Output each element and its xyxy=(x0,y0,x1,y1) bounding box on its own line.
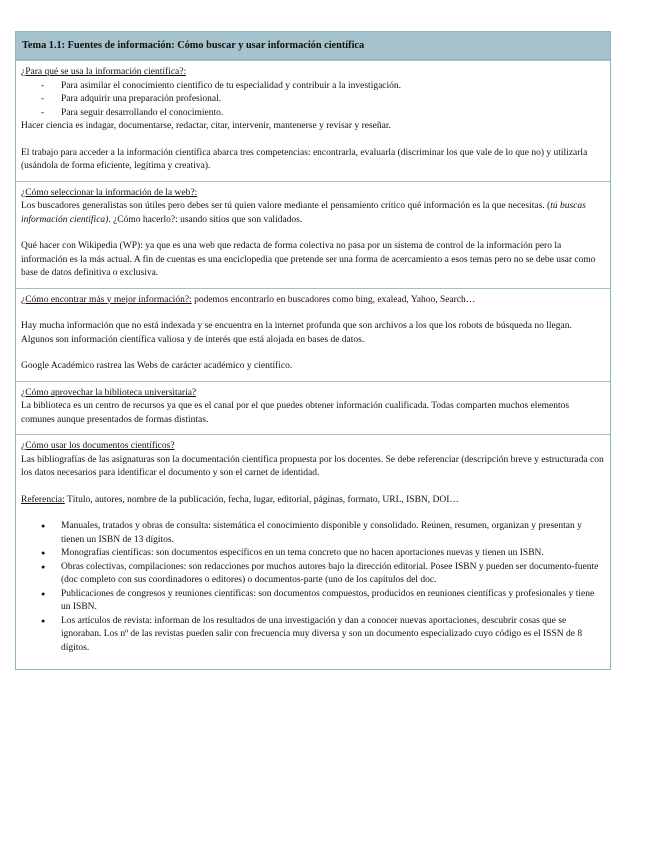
paragraph: Hay mucha información que no está indexada y se encuentra en la internet profunda que son archivos a los que los robots de búsqueda no llegan. Algunos son información científica valiosa y de interés que está alojada en bases de datos. xyxy=(21,321,572,345)
list-item: - Para asimilar el conocimiento científico de tu especialidad y contribuir a la investigación. xyxy=(39,80,605,94)
section-question: ¿Cómo seleccionar la información de la web?: xyxy=(21,187,198,198)
section-uses xyxy=(16,60,610,181)
paragraph: Referencia: Título, autores, nombre de la publicación, fecha, lugar, editorial, páginas, formato, URL, ISBN, DOI… xyxy=(21,494,459,505)
paragraph: Las bibliografías de las asignaturas son la documentación científica propuesta por los docentes. Se debe referenciar (descripción breve y estructurada con los datos necesarios para identificar el documento y son el carnet de identidad. xyxy=(21,454,604,478)
list-item: ● Manuales, tratados y obras de consulta: sistemática el conocimiento disponible y consolidado. Reúnen, resumen, organizan y presentan y tienen un ISBN de 13 dígitos. xyxy=(39,520,605,547)
paragraph: Qué hacer con Wikipedia (WP): ya que es una web que redacta de forma colectiva no pasa por un sistema de control de la información pero la información es la más actual. A fin de cuentas es una enciclopedia que pretende ser una forma de acercamiento a esos temas pero no se debe usar como base de datos definitiva o exclusiva. xyxy=(21,241,596,278)
section-documents xyxy=(16,434,610,669)
section-question: ¿Para qué se usa la información científica?: xyxy=(21,67,187,77)
list-item: - Para adquirir una preparación profesional. xyxy=(39,93,605,107)
section-select xyxy=(16,181,610,288)
section-question: ¿Cómo encontrar más y mejor información?: xyxy=(21,294,192,305)
list-item: ● Obras colectivas, compilaciones: son redacciones por muchos autores bajo la dirección editorial. Posee ISBN y pueden ser documento-fuente (doc completo con sus coordinadores o editores) o documentos-parte (uno de los capítulos del doc. xyxy=(39,561,605,588)
section-find xyxy=(16,288,610,381)
emphasis: tú buscas información científica) xyxy=(21,201,586,225)
paragraph: Los buscadores generalistas son útiles pero debes ser tú quien valore mediante el pensamiento crítico qué información es la que necesitas. (tú buscas información científica). ¿Cómo hacerlo?: usando sitios que son validados. xyxy=(21,201,586,225)
list-item: ● Los artículos de revista: informan de los resultados de una investigación y dan a conocer nuevas aportaciones, descubrir cosas que se ignoraban. Los nº de las revistas pueden salir con frecuencia muy diversa y son un documento especializado cuyo código es el ISSN de 8 dígitos. xyxy=(39,615,605,656)
paragraph: Google Académico rastrea las Webs de carácter académico y científico. xyxy=(21,361,293,371)
section-question: ¿Cómo usar los documentos científicos? xyxy=(21,441,175,451)
paragraph: La biblioteca es un centro de recursos ya que es el canal por el que puedes obtener información cualificada. Todas comparten muchos elementos comunes aunque presentados de formas distintas. xyxy=(21,401,570,425)
paragraph: El trabajo para acceder a la información científica abarca tres competencias: encontrarla, evaluarla (discriminar los que vale de lo que no) y utilizarla (usándola de forma eficiente, legítima y creativa). xyxy=(21,147,588,171)
bullet-list xyxy=(21,520,605,655)
document-table xyxy=(15,31,611,670)
reference-label: Referencia: xyxy=(21,494,65,505)
paragraph: Hacer ciencia es indagar, documentarse, redactar, citar, intervenir, mantenerse y revisar y reseñar. xyxy=(21,121,391,131)
dash-list xyxy=(21,80,605,121)
page-title: Tema 1.1: Fuentes de información: Cómo buscar y usar información científica xyxy=(16,32,610,60)
list-item: ● Monografías científicas: son documentos específicos en un tema concreto que no hacen aportaciones nuevas y tienen un ISBN. xyxy=(39,547,605,561)
section-library xyxy=(16,381,610,435)
list-item: ● Publicaciones de congresos y reuniones científicas: son documentos compuestos, producidos en reuniones científicas y profesionales y tiene un ISBN. xyxy=(39,588,605,615)
section-question: ¿Cómo aprovechar la biblioteca universitaria? xyxy=(21,387,197,398)
paragraph: ¿Cómo encontrar más y mejor información?: podemos encontrarlo en buscadores como bing, exalead, Yahoo, Search… xyxy=(21,294,476,305)
list-item: - Para seguir desarrollando el conocimiento. xyxy=(39,107,605,121)
